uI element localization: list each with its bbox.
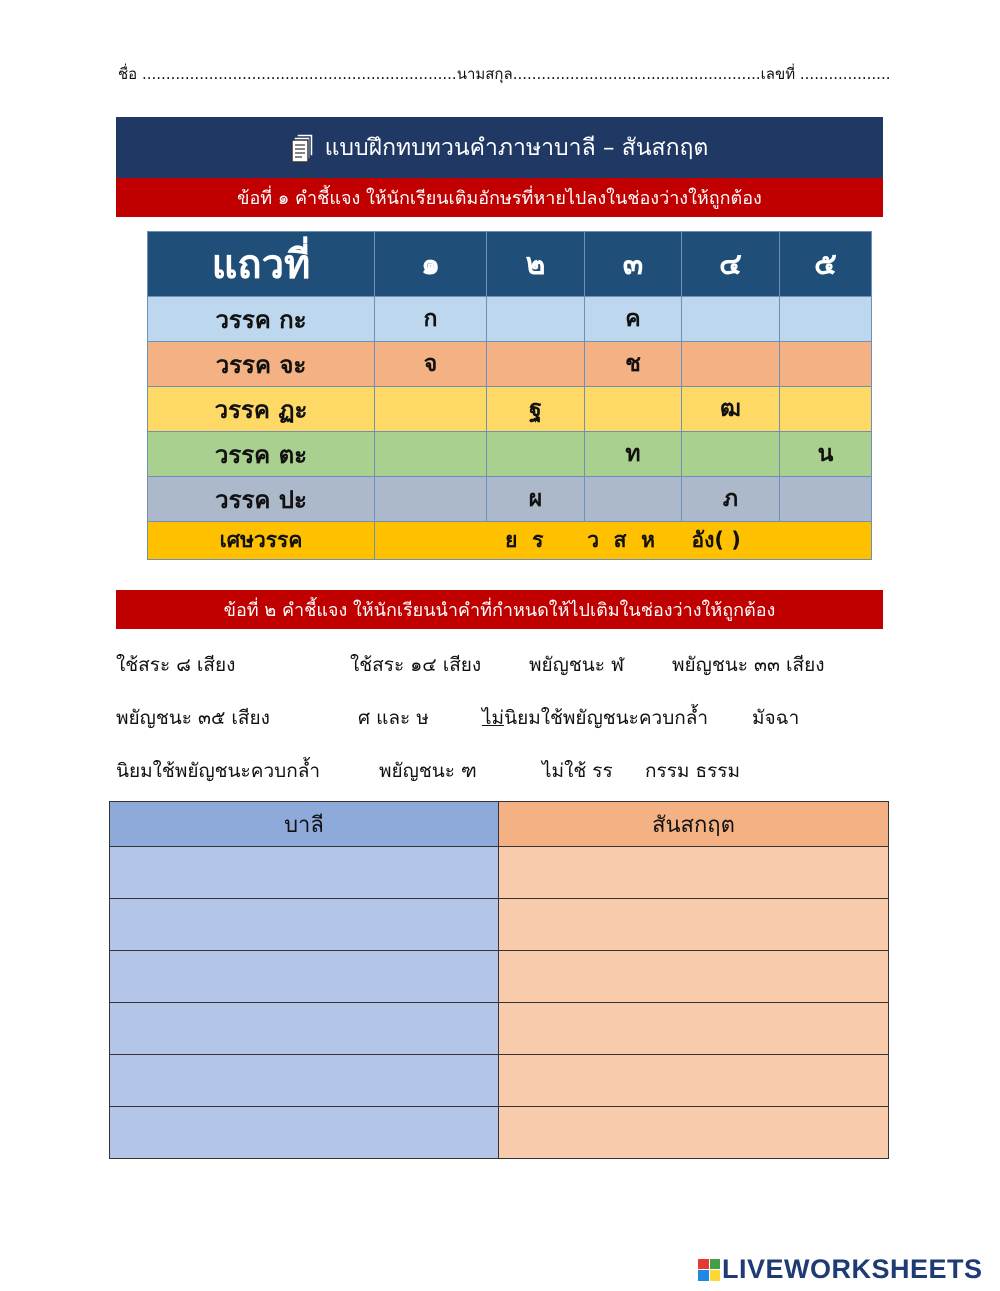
column-header: ๔: [682, 232, 780, 297]
blank-letter-cell[interactable]: [682, 342, 780, 387]
varga-row-ta-dental: [148, 432, 872, 477]
answer-row: [110, 1107, 889, 1159]
sanskrit-answer-cell[interactable]: [499, 1003, 889, 1055]
varga-table: [147, 231, 872, 560]
varga-header-row: [148, 232, 872, 297]
pali-answer-cell[interactable]: [110, 899, 499, 951]
letter-cell: ผ: [487, 477, 585, 522]
blank-letter-cell[interactable]: [487, 297, 585, 342]
surname-blank[interactable]: ....................................................: [512, 65, 761, 83]
blank-letter-cell[interactable]: [585, 477, 682, 522]
word-bank-item[interactable]: กรรม ธรรม: [645, 760, 741, 782]
row-label: วรรค ตะ: [148, 432, 375, 477]
letter-cell: ค: [585, 297, 682, 342]
letter-cell: ฒ: [682, 387, 780, 432]
letter-cell: ภ: [682, 477, 780, 522]
word-bank-item[interactable]: [482, 703, 708, 733]
blank-letter-cell[interactable]: [682, 432, 780, 477]
sesh-letters[interactable]: ย ร ว ส ห อัง( ): [375, 522, 872, 560]
page-title: แบบฝึกทบทวนคำภาษาบาลี – สันสกฤต: [324, 134, 709, 161]
word-bank-item[interactable]: มัจฉา: [752, 707, 800, 729]
varga-row-pa: [148, 477, 872, 522]
question2-instruction: ข้อที่ ๒ คำชี้แจง ให้นักเรียนนำคำที่กำหนดให้ไปเติมในช่องว่างให้ถูกต้อง: [116, 590, 883, 629]
number-label: เลขที่: [760, 65, 796, 83]
word-bank-item[interactable]: ศ และ ษ: [358, 707, 429, 729]
row-label: วรรค ฏะ: [148, 387, 375, 432]
sanskrit-column-header: สันสกฤต: [499, 802, 889, 847]
blank-letter-cell[interactable]: [780, 387, 872, 432]
sanskrit-answer-cell[interactable]: [499, 951, 889, 1003]
letter-cell: ฐ: [487, 387, 585, 432]
word-bank-item[interactable]: พยัญชนะ ฬ: [529, 654, 624, 676]
name-label: ชื่อ: [118, 65, 138, 83]
word-bank-item[interactable]: พยัญชนะ ๓๕ เสียง: [116, 707, 270, 729]
blank-letter-cell[interactable]: [682, 297, 780, 342]
answer-header-row: [110, 802, 889, 847]
logo-text: LIVEWORKSHEETS: [722, 1254, 983, 1284]
pali-answer-cell[interactable]: [110, 1107, 499, 1159]
word-bank-item[interactable]: ไม่ใช้ รร: [542, 760, 613, 782]
pali-answer-cell[interactable]: [110, 847, 499, 899]
answer-row: [110, 951, 889, 1003]
pali-answer-cell[interactable]: [110, 951, 499, 1003]
letter-cell: ท: [585, 432, 682, 477]
pali-answer-cell[interactable]: [110, 1003, 499, 1055]
varga-row-ja: [148, 342, 872, 387]
word-bank-item[interactable]: พยัญชนะ ๓๓ เสียง: [672, 654, 825, 676]
pali-sanskrit-table: [109, 801, 889, 1159]
sesh-varga-row: [148, 522, 872, 560]
blank-letter-cell[interactable]: [780, 477, 872, 522]
word-bank-item[interactable]: นิยมใช้พยัญชนะควบกล้ำ: [116, 760, 321, 782]
answer-row: [110, 847, 889, 899]
blank-letter-cell[interactable]: [487, 432, 585, 477]
student-info-line: [118, 62, 890, 86]
column-header: ๕: [780, 232, 872, 297]
sanskrit-answer-cell[interactable]: [499, 1055, 889, 1107]
blank-letter-cell[interactable]: [780, 342, 872, 387]
underlined-negation: ไม่: [482, 707, 505, 729]
pali-column-header: บาลี: [110, 802, 499, 847]
blank-letter-cell[interactable]: [780, 297, 872, 342]
answer-row: [110, 1055, 889, 1107]
row-label: วรรค กะ: [148, 297, 375, 342]
column-header: ๒: [487, 232, 585, 297]
varga-row-ta-retroflex: [148, 387, 872, 432]
word-bank-item[interactable]: ใช้สระ ๑๔ เสียง: [350, 654, 482, 676]
word-bank-text: นิยมใช้พยัญชนะควบกล้ำ: [504, 707, 709, 729]
word-bank-item[interactable]: พยัญชนะ ฑ: [379, 760, 477, 782]
sanskrit-answer-cell[interactable]: [499, 1107, 889, 1159]
blank-letter-cell[interactable]: [375, 387, 487, 432]
surname-label: นามสกุล: [456, 65, 513, 83]
varga-row-ka: [148, 297, 872, 342]
answer-row: [110, 1003, 889, 1055]
word-bank-item[interactable]: ใช้สระ ๘ เสียง: [116, 654, 236, 676]
pali-answer-cell[interactable]: [110, 1055, 499, 1107]
letter-cell: ช: [585, 342, 682, 387]
answer-row: [110, 899, 889, 951]
blank-letter-cell[interactable]: [375, 477, 487, 522]
blank-letter-cell[interactable]: [487, 342, 585, 387]
sanskrit-answer-cell[interactable]: [499, 899, 889, 951]
column-header: ๓: [585, 232, 682, 297]
liveworksheets-logo[interactable]: [698, 1254, 983, 1285]
number-blank[interactable]: ...................: [799, 65, 891, 83]
row-label: วรรค จะ: [148, 342, 375, 387]
sanskrit-answer-cell[interactable]: [499, 847, 889, 899]
letter-cell: น: [780, 432, 872, 477]
column-header: ๑: [375, 232, 487, 297]
row-header-label: แถวที่: [148, 232, 375, 297]
question1-instruction: ข้อที่ ๑ คำชี้แจง ให้นักเรียนเติมอักษรที่หายไปลงในช่องว่างให้ถูกต้อง: [116, 178, 883, 217]
blank-letter-cell[interactable]: [375, 432, 487, 477]
letter-cell: จ: [375, 342, 487, 387]
row-label: วรรค ปะ: [148, 477, 375, 522]
logo-blocks-icon: [698, 1259, 720, 1281]
worksheet-title-banner: [116, 117, 883, 178]
letter-cell: ก: [375, 297, 487, 342]
document-icon: [291, 133, 315, 163]
sesh-label: เศษวรรค: [148, 522, 375, 560]
blank-letter-cell[interactable]: [585, 387, 682, 432]
name-blank[interactable]: ..................................................................: [141, 65, 457, 83]
